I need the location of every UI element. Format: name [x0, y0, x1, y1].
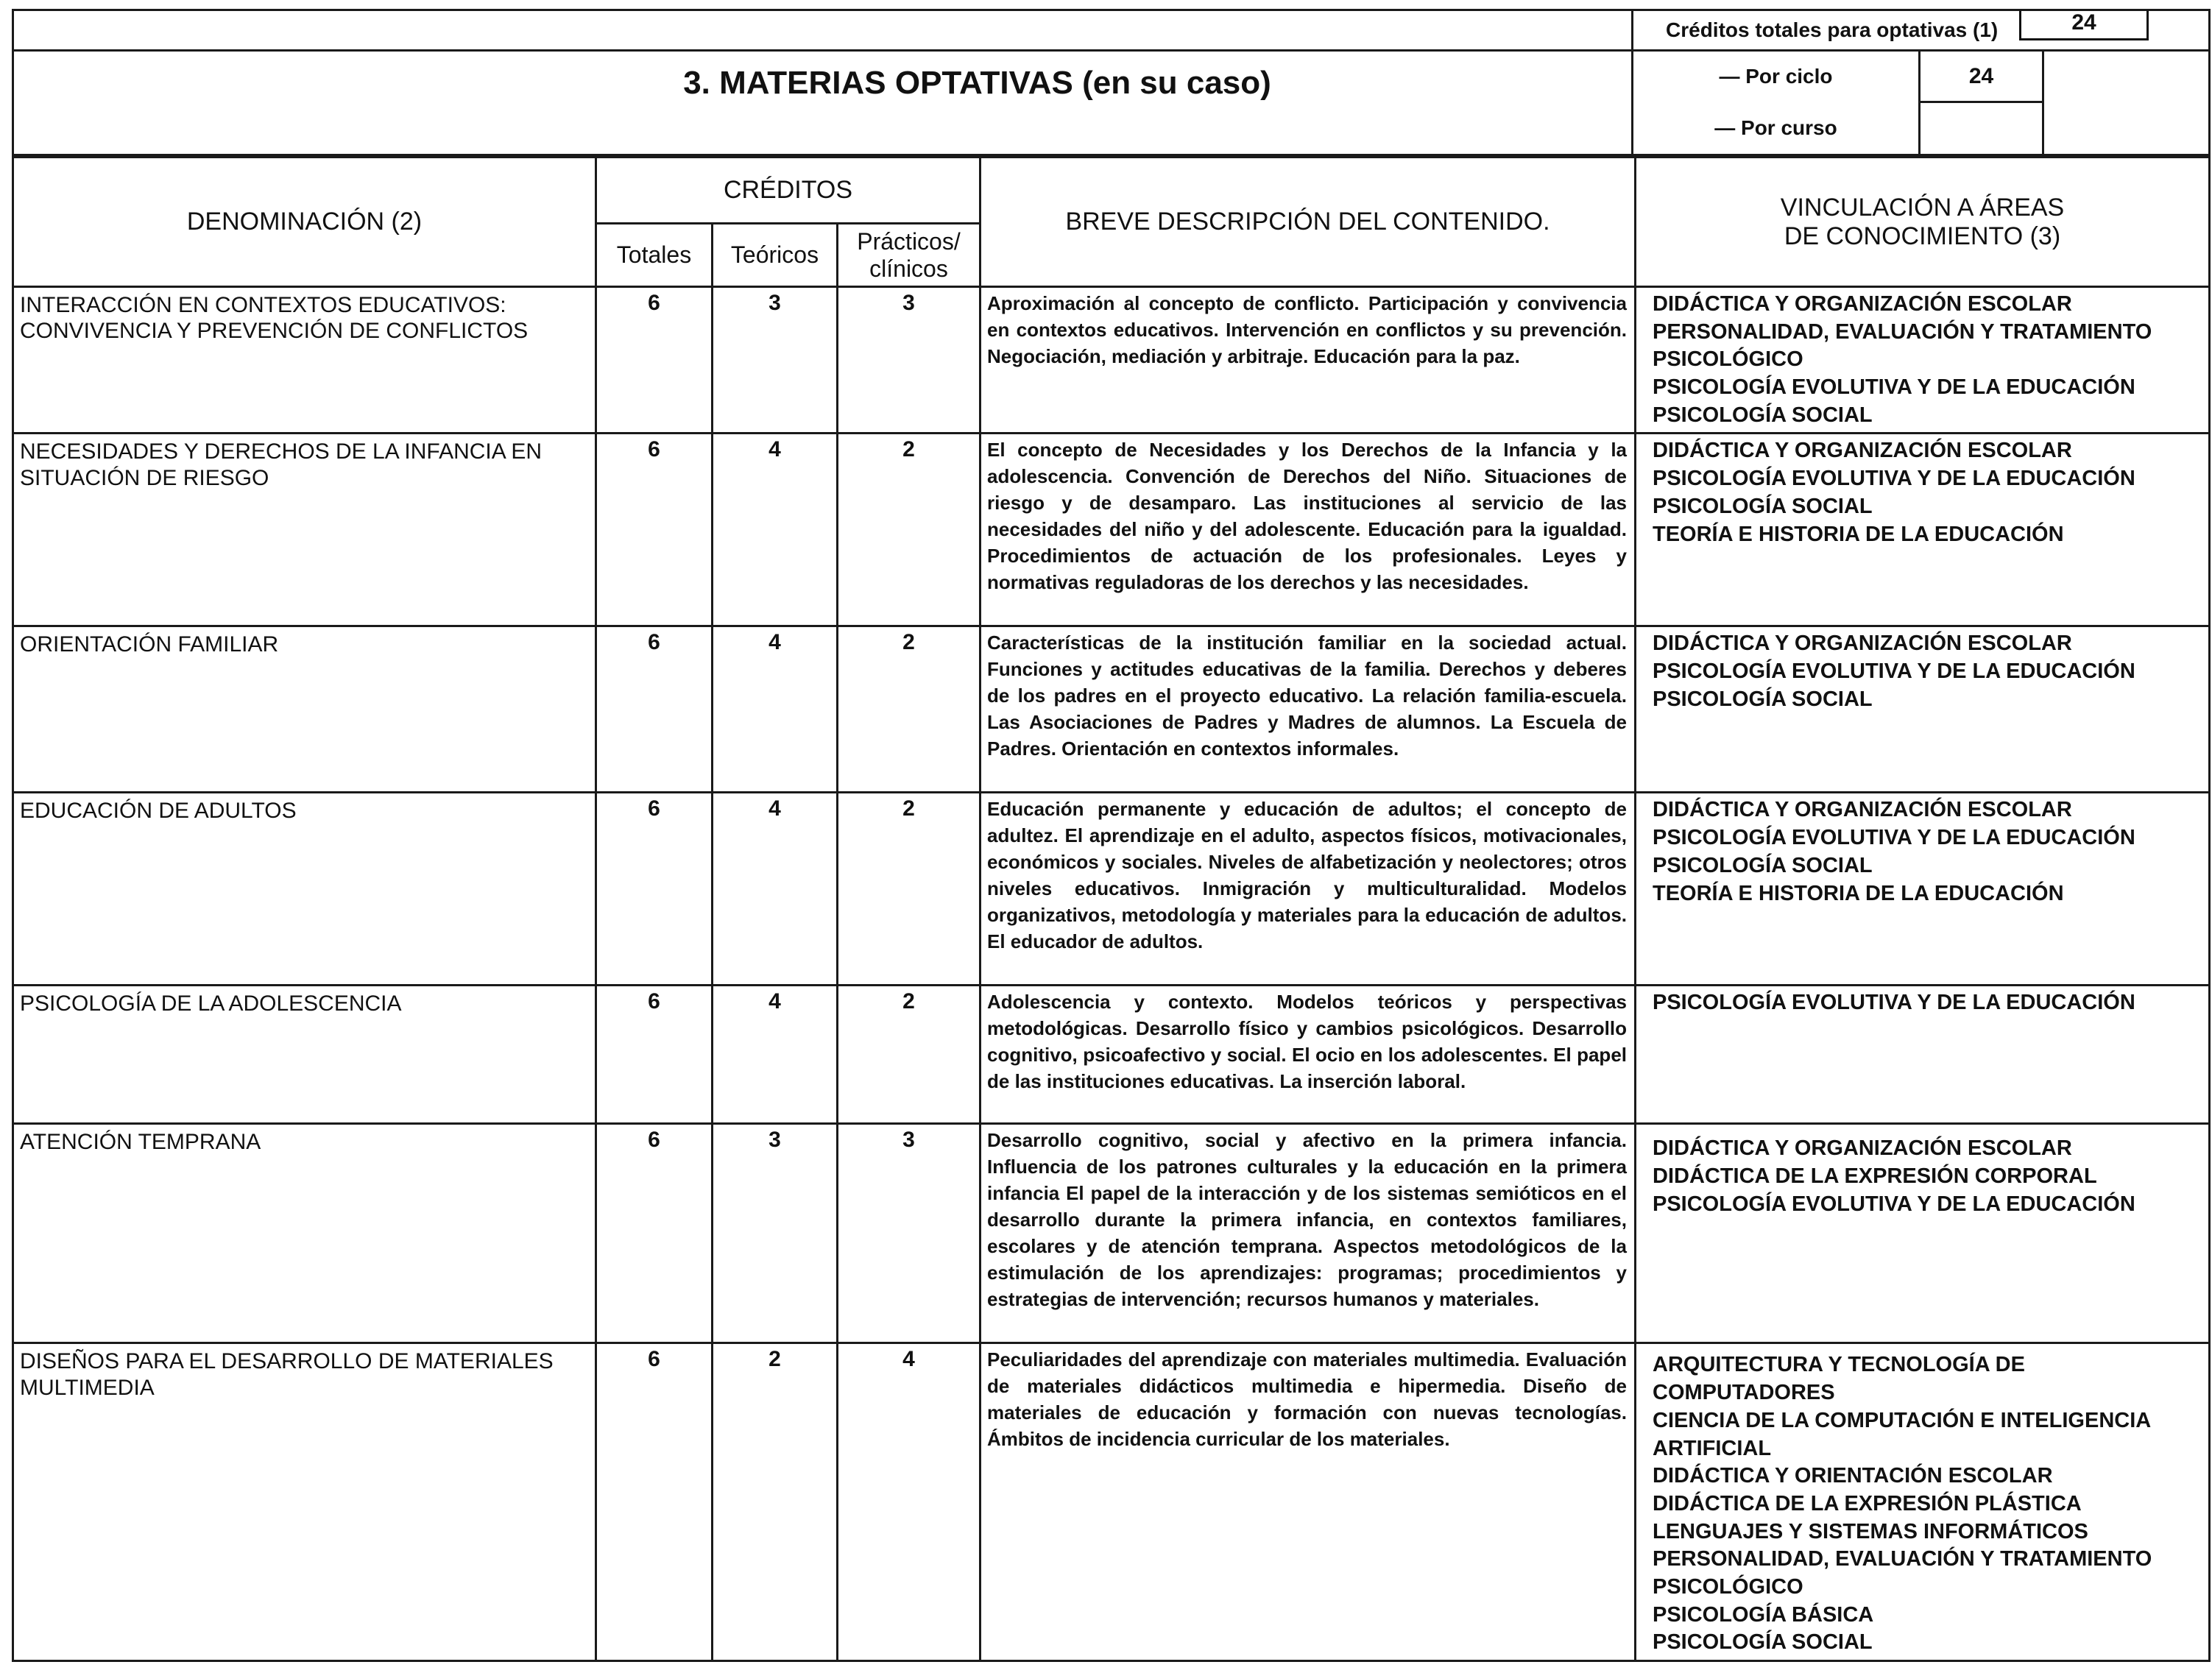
row-denominacion: PSICOLOGÍA DE LA ADOLESCENCIA — [13, 986, 596, 1124]
area-item: PSICOLOGÍA SOCIAL — [1653, 494, 1873, 518]
area-item: PSICOLOGÍA EVOLUTIVA Y DE LA EDUCACIÓN — [1653, 826, 2135, 850]
row-totales: 6 — [596, 1343, 713, 1661]
row-descripcion: Adolescencia y contexto. Modelos teóricos y perspectivas metodológicas. Desarrollo físico y cambios psicológicos. Desarrollo cognitivo, psicoafectivo y social. El ocio en los adolescentes. El papel de las instituciones educativas. La inserción laboral. — [980, 986, 1636, 1124]
header-blank — [13, 10, 1633, 51]
area-item: PSICOLOGÍA SOCIAL — [1653, 1630, 1873, 1655]
por-ciclo-value: 24 — [1920, 51, 2043, 102]
row-teoricos: 4 — [713, 986, 838, 1124]
table-row — [13, 287, 2210, 434]
area-item: PSICOLOGÍA BÁSICA — [1653, 1602, 1874, 1627]
subjects-table — [12, 156, 2211, 1662]
col-vinculacion — [1636, 158, 2210, 287]
row-descripcion: Características de la institución familiar en la sociedad actual. Funciones y actitudes educativas de la familia. Derechos y deberes de los padres en el proyecto educativo. La relación familia-escuela. Las Asociaciones de Padres y Madres de alumnos. La Escuela de Padres. Orientación en contextos informales. — [980, 626, 1636, 793]
table-row — [13, 986, 2210, 1124]
row-practicos: 3 — [838, 287, 980, 434]
col-descripcion: BREVE DESCRIPCIÓN DEL CONTENIDO. — [980, 158, 1636, 287]
row-denominacion: ORIENTACIÓN FAMILIAR — [13, 626, 596, 793]
row-areas — [1636, 1343, 2210, 1661]
col-practicos — [838, 224, 980, 287]
total-credits-value: 24 — [2019, 10, 2149, 40]
row-teoricos: 2 — [713, 1343, 838, 1661]
row-areas — [1636, 626, 2210, 793]
area-item: DIDÁCTICA Y ORGANIZACIÓN ESCOLAR — [1653, 1136, 2072, 1161]
area-item: DIDÁCTICA DE LA EXPRESIÓN CORPORAL — [1653, 1164, 2097, 1189]
area-item: PSICOLOGÍA EVOLUTIVA Y DE LA EDUCACIÓN — [1653, 467, 2135, 491]
page-title: 3. MATERIAS OPTATIVAS (en su caso) — [683, 65, 1271, 101]
table-row — [13, 626, 2210, 793]
row-totales: 6 — [596, 793, 713, 986]
area-item: ARQUITECTURA Y TECNOLOGÍA DE COMPUTADORES — [1653, 1353, 2025, 1405]
area-item: PSICOLOGÍA EVOLUTIVA Y DE LA EDUCACIÓN — [1653, 659, 2135, 684]
row-areas — [1636, 793, 2210, 986]
area-item: TEORÍA E HISTORIA DE LA EDUCACIÓN — [1653, 522, 2064, 546]
row-areas — [1636, 287, 2210, 434]
por-ciclo-label: — Por ciclo — [1633, 51, 1920, 102]
row-totales: 6 — [596, 434, 713, 626]
optional-subjects-form — [12, 9, 2208, 1662]
por-curso-label: — Por curso — [1633, 102, 1920, 155]
area-item: LENGUAJES Y SISTEMAS INFORMÁTICOS — [1653, 1519, 2088, 1543]
area-item: PSICOLOGÍA EVOLUTIVA Y DE LA EDUCACIÓN — [1653, 1192, 2135, 1216]
area-item: DIDÁCTICA Y ORIENTACIÓN ESCOLAR — [1653, 1464, 2053, 1488]
row-teoricos: 3 — [713, 287, 838, 434]
row-descripcion: Desarrollo cognitivo, social y afectivo en la primera infancia. Influencia de los patrones culturales y la educación en la primera infancia El papel de la interacción y de los sistemas semióticos en el desarrollo durante la primera infancia, en contextos familiares, escolares y de atención temprana. Aspectos metodológicos de la estimulación de los aprendizajes: programas; procedimientos y estrategias de intervención; recursos humanos y materiales. — [980, 1124, 1636, 1343]
col-totales: Totales — [596, 224, 713, 287]
row-descripcion: Educación permanente y educación de adultos; el concepto de adultez. El aprendizaje en el adulto, aspectos físicos, motivacionales, económicos y sociales. Niveles de alfabetización y neolectores; otros niveles educativos. Inmigración y multiculturalidad. Modelos organizativos, metodología y materiales para la educación de adultos. El educador de adultos. — [980, 793, 1636, 986]
row-areas — [1636, 1124, 2210, 1343]
table-row — [13, 793, 2210, 986]
row-denominacion: DISEÑOS PARA EL DESARROLLO DE MATERIALES MULTIMEDIA — [13, 1343, 596, 1661]
col-practicos-line2: clínicos — [869, 255, 948, 282]
header-table — [12, 9, 2211, 156]
area-item: DIDÁCTICA Y ORGANIZACIÓN ESCOLAR — [1653, 798, 2072, 822]
area-item: PSICOLOGÍA EVOLUTIVA Y DE LA EDUCACIÓN — [1653, 991, 2135, 1015]
area-item: PSICOLOGÍA SOCIAL — [1653, 687, 1873, 711]
row-practicos: 2 — [838, 434, 980, 626]
area-item: PSICOLOGÍA EVOLUTIVA Y DE LA EDUCACIÓN — [1653, 375, 2135, 400]
area-item: DIDÁCTICA Y ORGANIZACIÓN ESCOLAR — [1653, 292, 2072, 316]
col-teoricos: Teóricos — [713, 224, 838, 287]
row-teoricos: 3 — [713, 1124, 838, 1343]
row-totales: 6 — [596, 626, 713, 793]
row-descripcion: Aproximación al concepto de conflicto. Participación y convivencia en contextos educativos. Intervención en conflictos y su prevención. Negociación, mediación y arbitraje. Educación para la paz. — [980, 287, 1636, 434]
table-row — [13, 1343, 2210, 1661]
row-practicos: 4 — [838, 1343, 980, 1661]
row-totales: 6 — [596, 287, 713, 434]
row-practicos: 3 — [838, 1124, 980, 1343]
row-totales: 6 — [596, 1124, 713, 1343]
row-totales: 6 — [596, 986, 713, 1124]
row-denominacion: INTERACCIÓN EN CONTEXTOS EDUCATIVOS: CONVIVENCIA Y PREVENCIÓN DE CONFLICTOS — [13, 287, 596, 434]
row-practicos: 2 — [838, 986, 980, 1124]
col-vinculacion-line2: DE CONOCIMIENTO (3) — [1784, 222, 2061, 250]
area-item: DIDÁCTICA Y ORGANIZACIÓN ESCOLAR — [1653, 632, 2072, 656]
area-item: PSICOLOGÍA SOCIAL — [1653, 403, 1873, 427]
row-practicos: 2 — [838, 626, 980, 793]
header-right-blank — [2043, 51, 2210, 155]
area-item: CIENCIA DE LA COMPUTACIÓN E INTELIGENCIA ARTIFICIAL — [1653, 1408, 2151, 1460]
area-item: TEORÍA E HISTORIA DE LA EDUCACIÓN — [1653, 881, 2064, 905]
col-denominacion: DENOMINACIÓN (2) — [13, 158, 596, 287]
row-teoricos: 4 — [713, 626, 838, 793]
col-creditos: CRÉDITOS — [596, 158, 980, 224]
row-descripcion: El concepto de Necesidades y los Derechos de la Infancia y la adolescencia. Convención de Derechos del Niño. Situaciones de riesgo y de desamparo. Las instituciones al servicio de las necesidades del niño y del adolescente. Educación para la igualdad. Procedimientos de actuación de los profesionales. Leyes y normativas reguladoras de los derechos y las necesidades. — [980, 434, 1636, 626]
row-descripcion: Peculiaridades del aprendizaje con materiales multimedia. Evaluación de materiales didácticos multimedia e hipermedia. Diseño de materiales de educación y formación con nuevas tecnologías. Ámbitos de incidencia curricular de los materiales. — [980, 1343, 1636, 1661]
row-denominacion: EDUCACIÓN DE ADULTOS — [13, 793, 596, 986]
por-curso-value — [1920, 102, 2043, 155]
table-row — [13, 434, 2210, 626]
row-teoricos: 4 — [713, 434, 838, 626]
col-practicos-line1: Prácticos/ — [857, 227, 961, 255]
total-credits-cell — [1633, 10, 2210, 51]
area-item: DIDÁCTICA DE LA EXPRESIÓN PLÁSTICA — [1653, 1491, 2082, 1515]
col-vinculacion-line1: VINCULACIÓN A ÁREAS — [1780, 193, 2065, 222]
row-denominacion: NECESIDADES Y DERECHOS DE LA INFANCIA EN SITUACIÓN DE RIESGO — [13, 434, 596, 626]
table-row — [13, 1124, 2210, 1343]
row-areas — [1636, 986, 2210, 1124]
area-item: DIDÁCTICA Y ORGANIZACIÓN ESCOLAR — [1653, 439, 2072, 463]
area-item: PERSONALIDAD, EVALUACIÓN Y TRATAMIENTO PSICOLÓGICO — [1653, 319, 2152, 372]
title-cell — [13, 51, 1633, 155]
area-item: PSICOLOGÍA SOCIAL — [1653, 853, 1873, 877]
row-practicos: 2 — [838, 793, 980, 986]
total-credits-label: Créditos totales para optativas (1) — [1666, 18, 1999, 41]
row-teoricos: 4 — [713, 793, 838, 986]
area-item: PERSONALIDAD, EVALUACIÓN Y TRATAMIENTO PSICOLÓGICO — [1653, 1547, 2152, 1599]
row-areas — [1636, 434, 2210, 626]
row-denominacion: ATENCIÓN TEMPRANA — [13, 1124, 596, 1343]
